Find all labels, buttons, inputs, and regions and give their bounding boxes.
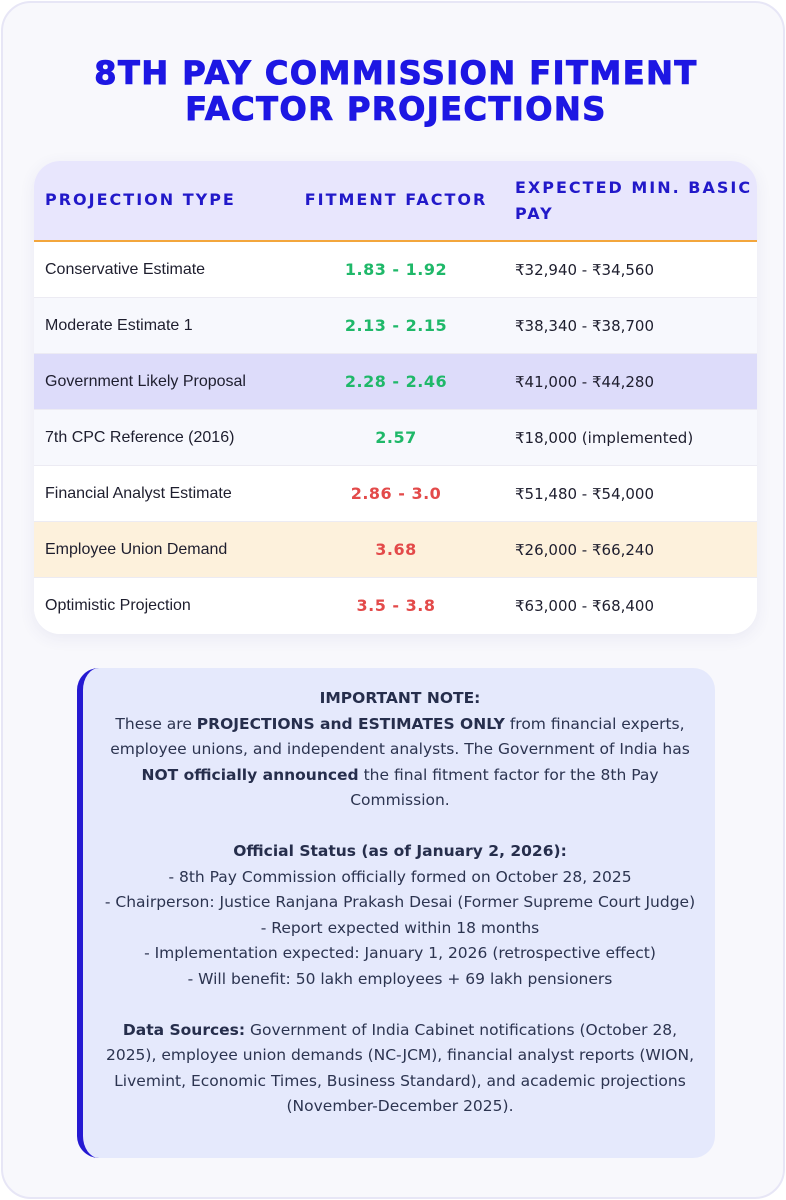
note-text: from financial experts, employee unions, and independent analysts. The Government of India has	[110, 714, 690, 758]
table-row	[34, 242, 757, 298]
row-fitment-factor: 1.83 - 1.92	[344, 260, 448, 279]
important-note-box	[77, 668, 715, 1158]
table-row	[34, 522, 757, 578]
row-projection-type: Optimistic Projection	[45, 597, 191, 614]
table-row	[34, 298, 757, 354]
note-emphasis: NOT officially announced	[141, 765, 359, 784]
row-expected-pay: ₹32,940 - ₹34,560	[515, 261, 655, 279]
row-expected-pay: ₹63,000 - ₹68,400	[515, 597, 655, 615]
note-emphasis: PROJECTIONS and ESTIMATES ONLY	[196, 714, 505, 733]
table-row	[34, 354, 757, 410]
projections-table	[34, 161, 757, 634]
row-expected-pay: ₹51,480 - ₹54,000	[515, 485, 655, 503]
row-expected-pay: ₹41,000 - ₹44,280	[515, 373, 655, 391]
page-card	[1, 1, 785, 1199]
row-fitment-factor: 2.86 - 3.0	[350, 484, 442, 503]
row-projection-type: Financial Analyst Estimate	[45, 485, 232, 502]
status-heading: Official Status (as of January 2, 2026):	[233, 842, 567, 860]
header-projection-type: PROJECTION TYPE	[45, 190, 236, 209]
row-projection-type: Employee Union Demand	[45, 541, 228, 558]
header-expected-pay: EXPECTED MIN. BASIC PAY	[515, 178, 753, 223]
status-item: - Implementation expected: January 1, 2026 (retrospective effect)	[144, 944, 656, 962]
table-row	[34, 410, 757, 466]
status-item: - Chairperson: Justice Ranjana Prakash Desai (Former Supreme Court Judge)	[104, 893, 696, 911]
table-header	[34, 161, 757, 242]
note-text: the final fitment factor for the 8th Pay Commission.	[350, 765, 659, 809]
sources-text: Government of India Cabinet notifications (October 28, 2025), employee union demands (NC-JCM), financial analyst reports (WION, Livemint, Economic Times, Business Standard), and academic projections (November-December 2025).	[105, 1020, 695, 1115]
table-row	[34, 578, 757, 634]
status-item: - Will benefit: 50 lakh employees + 69 lakh pensioners	[187, 969, 613, 988]
row-expected-pay: ₹26,000 - ₹66,240	[515, 541, 655, 559]
row-expected-pay: ₹18,000 (implemented)	[515, 429, 694, 447]
note-disclaimer	[103, 712, 697, 814]
row-fitment-factor: 3.68	[375, 540, 417, 559]
row-fitment-factor: 2.28 - 2.46	[344, 372, 448, 391]
data-sources	[103, 1018, 697, 1120]
page-title: 8TH PAY COMMISSION FITMENT FACTOR PROJECTIONS	[94, 54, 698, 128]
status-item: - 8th Pay Commission officially formed on October 28, 2025	[168, 867, 632, 886]
row-projection-type: Moderate Estimate 1	[45, 317, 193, 334]
sources-label: Data Sources:	[122, 1020, 246, 1039]
row-projection-type: Conservative Estimate	[45, 261, 206, 278]
table-row	[34, 466, 757, 522]
note-heading: IMPORTANT NOTE:	[319, 689, 481, 707]
row-fitment-factor: 2.57	[375, 428, 417, 447]
row-fitment-factor: 3.5 - 3.8	[356, 596, 436, 615]
row-expected-pay: ₹38,340 - ₹38,700	[515, 317, 655, 335]
row-projection-type: 7th CPC Reference (2016)	[45, 429, 235, 446]
header-fitment-factor: FITMENT FACTOR	[304, 190, 488, 209]
row-fitment-factor: 2.13 - 2.15	[344, 316, 448, 335]
row-projection-type: Government Likely Proposal	[45, 373, 246, 390]
status-item: - Report expected within 18 months	[260, 918, 540, 937]
note-text: These are	[115, 714, 197, 733]
